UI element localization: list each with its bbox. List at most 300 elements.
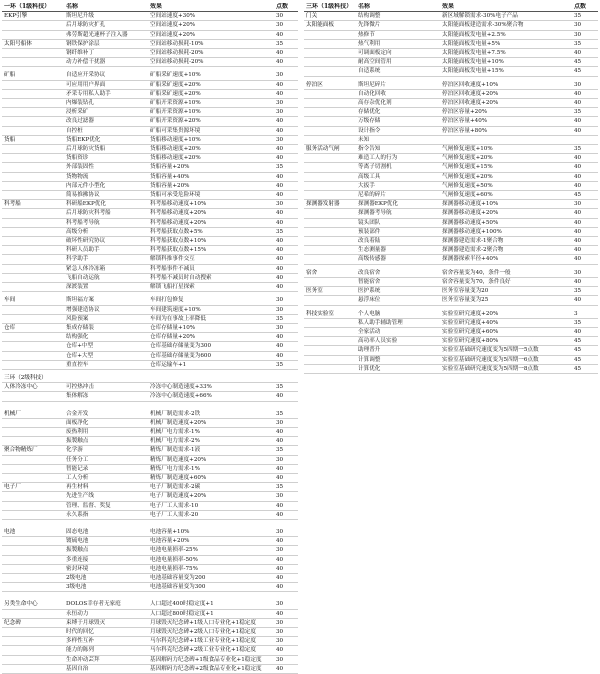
tech-name-cell: 斯坦福方案 [64,296,148,305]
tech-row [304,337,598,346]
tech-effect-cell: 矿船可采集贵源坏境 [148,126,274,135]
right-points-header: 点数 [572,3,598,12]
tech-points-cell: 40 [572,154,598,163]
tech-effect-cell: 太阳能面板发电量+7.5% [440,49,572,58]
tech-effect-cell: 停泊区回收速度+20% [440,99,572,108]
tech-category-cell [2,473,64,482]
tech-effect-cell: 电池电量损率-50% [148,555,274,564]
tech-name-cell: 紧急人体冷冻箱 [64,264,148,273]
tech-effect-cell: 宿舍容量变为70，条件良好 [440,277,572,286]
tech-row [2,246,298,255]
tech-row [2,383,298,392]
tech-effect-cell: 机械厂电力需求-2% [148,437,274,446]
tech-category-cell [2,342,64,351]
tech-points-cell: 40 [572,117,598,126]
tech-effect-cell: 基因解码力纪念碑+1级食品专业化+1稳定度 [148,655,274,664]
tech-category-cell [304,346,356,355]
tech-points-cell: 30 [274,135,298,144]
tech-name-cell: 自适应开采协议 [64,71,148,80]
tech-name-cell: 指令告知 [356,145,440,154]
left-ring-header: 一环（1级科技） [2,3,64,12]
tech-row [2,455,298,464]
tech-points-cell: 40 [274,510,298,519]
tech-points-cell: 35 [274,227,298,236]
tech-points-cell: 40 [274,49,298,58]
tech-name-cell: 多重连接 [64,555,148,564]
tech-name-cell: 私人助手辅助管理 [356,318,440,327]
tech-category-cell: 纪念碑 [2,618,64,627]
tech-name-cell: 自动化回收 [356,89,440,98]
right-tech-table [304,3,598,374]
tech-name-cell: 时代的回忆 [64,628,148,637]
tech-points-cell: 40 [572,237,598,246]
tech-name-cell: 先进生产线 [64,492,148,501]
tech-effect-cell: 基因解码力纪念碑+2级食品专业化+1稳定度 [148,664,274,673]
tech-category-cell [304,327,356,336]
tech-row [2,618,298,627]
tech-row [2,135,298,144]
tech-row [304,172,598,181]
tech-row [2,273,298,282]
tech-category-cell [2,21,64,30]
tech-points-cell: 40 [572,181,598,190]
tech-category-cell [304,49,356,58]
tech-category-cell [2,510,64,519]
tech-name-cell: 高功率人员实验 [356,337,440,346]
tech-points-cell: 45 [572,364,598,373]
tech-points-cell: 30 [274,528,298,537]
tech-name-cell: 钢纤维补丁 [64,49,148,58]
tech-row [2,628,298,637]
tech-name-cell: 密封环境 [64,564,148,573]
tech-effect-cell: 矿船采矿速度+20% [148,80,274,89]
tech-category-cell [304,277,356,286]
tech-points-cell: 40 [274,555,298,564]
tech-name-cell: 再生材料 [64,483,148,492]
tech-row [304,135,598,144]
tech-row [2,255,298,264]
tech-category-cell [2,418,64,427]
tech-effect-cell: 精炼厂制造需求-1液 [148,446,274,455]
tech-row [2,172,298,181]
tech-points-cell: 40 [274,573,298,582]
tech-points-cell: 40 [274,437,298,446]
tech-effect-cell: 机械厂制造需求-2铁 [148,410,274,419]
tech-row [304,67,598,76]
tech-category-cell [304,355,356,364]
tech-name-cell: 计算优化 [356,364,440,373]
tech-category-cell: 货船 [2,135,64,144]
tech-row [2,89,298,98]
right-name-header: 名称 [356,3,440,12]
tech-points-cell: 40 [274,564,298,573]
tech-name-cell: 智能记录 [64,464,148,473]
tech-effect-cell: 太阳能面板发电量+10% [440,58,572,67]
tech-effect-cell: 解锁飞船打星探索 [148,283,274,292]
tech-category-cell: 车间 [2,296,64,305]
tech-points-cell: 40 [274,58,298,67]
tech-effect-cell: 冷冻中心制造速度+33% [148,383,274,392]
tech-effect-cell: 电池容量+20% [148,537,274,546]
tech-name-cell: 永恒动力 [64,609,148,618]
tech-row [304,310,598,319]
tech-row [304,346,598,355]
tech-category-cell [2,255,64,264]
tech-points-cell: 30 [274,305,298,314]
tech-row [2,374,298,383]
tech-points-cell: 40 [274,537,298,546]
tech-category-cell [304,181,356,190]
tech-category-cell: 医务室 [304,287,356,296]
tech-row [2,323,298,332]
tech-points-cell: 45 [572,346,598,355]
tech-name-cell: 计算调整 [356,355,440,364]
tech-name-cell: 生态测量器 [356,246,440,255]
tech-points-cell: 40 [274,246,298,255]
tech-row [2,108,298,117]
tech-category-cell [304,237,356,246]
tech-category-cell [2,209,64,218]
tech-row [2,360,298,369]
tech-points-cell: 40 [274,646,298,655]
tech-effect-cell: 机械厂制造速度+20% [148,418,274,427]
tech-effect-cell: 气闸修复速度+50% [440,181,572,190]
tech-effect-cell: 停泊区容量+20% [440,108,572,117]
tech-points-cell: 40 [274,80,298,89]
tech-points-cell: 30 [572,30,598,39]
tech-points-cell: 40 [572,255,598,264]
tech-row [2,573,298,582]
tech-category-cell [2,437,64,446]
tech-effect-cell: 探测器移动速度+100% [440,227,572,236]
tech-row [2,99,298,108]
tech-points-cell: 30 [274,492,298,501]
tech-name-cell: 动力补偿干扰器 [64,58,148,67]
tech-effect-cell: 探测器建造需求-2聚合物 [440,246,572,255]
tech-category-cell [304,126,356,135]
tech-category-cell [2,191,64,200]
tech-category-cell [304,39,356,48]
tech-points-cell: 40 [274,154,298,163]
tech-category-cell [2,360,64,369]
tech-points-cell: 40 [572,163,598,172]
tech-effect-cell [440,135,572,144]
tech-effect-cell: 矿船开采资源+10% [148,108,274,117]
tech-name-cell: 能力的陈列 [64,646,148,655]
tech-category-cell [2,218,64,227]
tech-category-cell: 停泊区 [304,81,356,90]
tech-points-cell: 40 [572,209,598,218]
tech-row [2,39,298,48]
tech-category-cell [2,351,64,360]
tech-row [2,583,298,592]
tech-row [304,49,598,58]
tech-name-cell: 可调面板定向 [356,49,440,58]
tech-points-cell: 40 [572,296,598,305]
tech-name-cell: 弗劳斯超光速杯子注入器 [64,30,148,39]
tech-row [2,528,298,537]
tech-name-cell: 镀硫电池 [64,537,148,546]
tech-category-cell [2,314,64,323]
tech-name-cell: 仓库+大型 [64,351,148,360]
tech-row [2,392,298,401]
tech-effect-cell: 空间站移动损耗-10% [148,39,274,48]
tech-effect-cell: 解锁科推事件交互 [148,255,274,264]
tech-effect-cell: 电子厂制造需求-2碳 [148,483,274,492]
tech-category-cell: 矿船 [2,71,64,80]
tech-points-cell: 40 [274,117,298,126]
tech-row [2,237,298,246]
tech-row [2,427,298,436]
tech-effect-cell: 仓库基础存储量变为300 [148,342,274,351]
tech-points-cell: 30 [572,269,598,278]
tech-points-cell: 40 [274,191,298,200]
tech-effect-cell: 电池基础容量变为300 [148,583,274,592]
tech-effect-cell: 马尔科克纪念碑+1级工业专业化+1稳定度 [148,637,274,646]
tech-name-cell: 斯坦尼升级 [64,12,148,21]
tech-points-cell: 40 [572,277,598,286]
tech-name-cell: 后月球防灾科考船 [64,209,148,218]
tech-effect-cell: 货船容量+40% [148,172,274,181]
tech-points-cell: 40 [274,427,298,436]
tech-name-cell: 合金开发 [64,410,148,419]
tech-name-cell: 集成存储装 [64,323,148,332]
tech-points-cell: 40 [274,501,298,510]
tech-effect-cell: 电池基础容量变为200 [148,573,274,582]
tech-name-cell: 2级电池 [64,573,148,582]
tech-effect-cell: 科考船移动速度+20% [148,218,274,227]
tech-effect-cell: 科考船获取点数+5% [148,227,274,236]
tech-points-cell: 30 [274,296,298,305]
tech-category-cell [2,628,64,637]
tech-points-cell: 40 [274,181,298,190]
tech-effect-cell: 矿船采矿速度+10% [148,71,274,80]
tech-name-cell: 热修节 [356,30,440,39]
tech-row [2,30,298,39]
tech-name-cell: 货物物流 [64,172,148,181]
tech-row [304,277,598,286]
tech-row [2,342,298,351]
tech-name-cell: 外部装固性 [64,163,148,172]
tech-category-cell [2,583,64,592]
tech-row [304,209,598,218]
tech-points-cell: 40 [274,609,298,618]
tech-points-cell: 30 [572,21,598,30]
tech-name-cell: 振製触点 [64,546,148,555]
tech-row [2,564,298,573]
tech-effect-cell: 货船容量+20% [148,163,274,172]
left-effect-header: 效果 [148,3,274,12]
tech-effect-cell: 实验室研究速度+80% [440,337,572,346]
tech-name-cell: 先锋微片 [356,21,440,30]
tech-row [2,351,298,360]
tech-name-cell: 飞船自动运航 [64,273,148,282]
tech-points-cell: 40 [572,99,598,108]
tech-category-cell [304,108,356,117]
tech-name-cell: 科研人员助手 [64,246,148,255]
tech-effect-cell: 电池电量损率-75% [148,564,274,573]
tech-row [304,126,598,135]
tech-points-cell: 35 [572,39,598,48]
tech-category-cell: 科考船 [2,200,64,209]
tech-category-cell [304,99,356,108]
tech-points-cell [572,135,598,144]
tech-points-cell: 3 [572,310,598,319]
tech-category-cell [2,89,64,98]
tech-effect-cell: 太阳能面板发电量+15% [440,67,572,76]
tech-category-cell: 电子厂 [2,483,64,492]
tech-points-cell: 35 [274,314,298,323]
left-table-body [2,3,298,674]
tech-name-cell: 科学助手 [64,255,148,264]
tech-name-cell: 生命冲动芸拜 [64,655,148,664]
tech-points-cell: 45 [572,191,598,200]
tech-points-cell: 40 [572,126,598,135]
tech-category-cell [2,80,64,89]
tech-effect-cell: 冷冻中心制造速度+66% [148,392,274,401]
tech-category-cell [2,455,64,464]
tech-row [2,154,298,163]
tech-row [304,355,598,364]
tech-effect-cell: 实验室基础研究速度变为5四期一5点数 [440,346,572,355]
tech-row [304,30,598,39]
tech-points-cell: 40 [572,218,598,227]
left-points-header: 点数 [274,3,298,12]
tech-effect-cell: 仓库基础存储量变为600 [148,351,274,360]
tech-row [2,637,298,646]
tech-effect-cell [148,374,274,383]
tech-row [2,646,298,655]
tech-effect-cell: 实验室基础研究速度变为5四期一8点数 [440,364,572,373]
tech-points-cell: 35 [572,108,598,117]
tech-name-cell: 固态电池 [64,528,148,537]
tech-row [304,318,598,327]
tech-name-cell: 振製触点 [64,437,148,446]
tech-effect-cell: 气闸修复速度+20% [440,172,572,181]
tech-effect-cell: 精炼厂制造速度+60% [148,473,274,482]
tech-category-cell [2,492,64,501]
tech-category-cell [2,464,64,473]
tech-points-cell: 40 [274,172,298,181]
tech-row [2,218,298,227]
tech-category-cell [2,108,64,117]
tech-category-cell: 三环（2级科技） [2,374,64,383]
tech-points-cell: 30 [274,600,298,609]
tech-name-cell: 浸析采矿 [64,108,148,117]
tech-points-cell: 40 [274,218,298,227]
tech-points-cell: 30 [274,628,298,637]
tech-effect-cell: 空间站移动损耗-20% [148,49,274,58]
tech-category-cell: 人体冷冻中心 [2,383,64,392]
tech-name-cell: 科研船EKP优化 [64,200,148,209]
tech-category-cell [2,546,64,555]
tech-effect-cell: 矿船开采资源+10% [148,99,274,108]
tech-row [2,80,298,89]
tech-category-cell [2,305,64,314]
tech-category-cell [304,191,356,200]
tech-row [2,49,298,58]
tech-name-cell: 斯坦尼碎片 [356,81,440,90]
tech-points-cell: 30 [274,546,298,555]
tech-name-cell: 设计指令 [356,126,440,135]
tech-name-cell: 钢铁保护涂层 [64,39,148,48]
tech-category-cell: 太阳号船体 [2,39,64,48]
tech-points-cell: 30 [274,655,298,664]
tech-effect-cell: 空间站移动损耗-20% [148,58,274,67]
tech-row [2,305,298,314]
tech-effect-cell: 空间站速度+20% [148,30,274,39]
tech-points-cell: 40 [274,126,298,135]
tech-points-cell: 30 [572,81,598,90]
tech-row [2,483,298,492]
tech-row [304,99,598,108]
tech-row [304,154,598,163]
tech-category-cell [2,172,64,181]
tech-points-cell: 30 [274,200,298,209]
tech-category-cell [304,296,356,305]
tech-name-cell: 3级电池 [64,583,148,592]
tech-effect-cell: 马尔科克纪念碑+2级工业专业化+1稳定度 [148,646,274,655]
tech-category-cell [2,58,64,67]
tech-name-cell: 后月球防灾扩孔 [64,21,148,30]
tech-effect-cell: 气闸修复速度+60% [440,191,572,200]
tech-category-cell [2,237,64,246]
left-name-header: 名称 [64,3,148,12]
tech-row [2,510,298,519]
tech-points-cell: 40 [274,255,298,264]
tech-effect-cell: 探测器移动速度+50% [440,218,572,227]
tech-row [304,21,598,30]
tech-effect-cell: 实验室研究速度+40% [440,318,572,327]
tech-category-cell [304,172,356,181]
tech-points-cell: 30 [274,618,298,627]
tech-effect-cell: 科考船移动速度+20% [148,209,274,218]
tech-category-cell [2,555,64,564]
tech-row [304,287,598,296]
tech-category-cell [2,117,64,126]
tech-category-cell [304,67,356,76]
tech-points-cell: 30 [274,21,298,30]
tech-row [304,269,598,278]
tech-effect-cell: 电子厂工人需求-10 [148,501,274,510]
tech-row [304,246,598,255]
tech-row [2,418,298,427]
tech-row [2,410,298,419]
tech-name-cell: 废热利用 [64,427,148,436]
tech-effect-cell: 货船可承受危险环境 [148,191,274,200]
tech-effect-cell: 气闸修复速度+10% [440,145,572,154]
tech-row [304,58,598,67]
tech-row [2,191,298,200]
tech-name-cell: 悬浮床位 [356,296,440,305]
tech-row [2,446,298,455]
tech-category-cell [304,337,356,346]
tech-points-cell: 40 [572,172,598,181]
tech-category-cell [304,318,356,327]
tech-name-cell: 工人分析 [64,473,148,482]
tech-name-cell: 助理普升 [356,346,440,355]
tech-points-cell: 35 [274,410,298,419]
tech-category-cell [2,646,64,655]
tech-points-cell: 45 [572,67,598,76]
tech-name-cell: 智能宿舍 [356,277,440,286]
tech-name-cell: 可控热冲击 [64,383,148,392]
tech-effect-cell: 精炼厂电力需求-1% [148,464,274,473]
tech-row [304,255,598,264]
right-ring-header: 三环（1级科技） [304,3,356,12]
tech-name-cell: 高级分析 [64,227,148,236]
tech-effect-cell: 人口超过800时稳定度+1 [148,609,274,618]
